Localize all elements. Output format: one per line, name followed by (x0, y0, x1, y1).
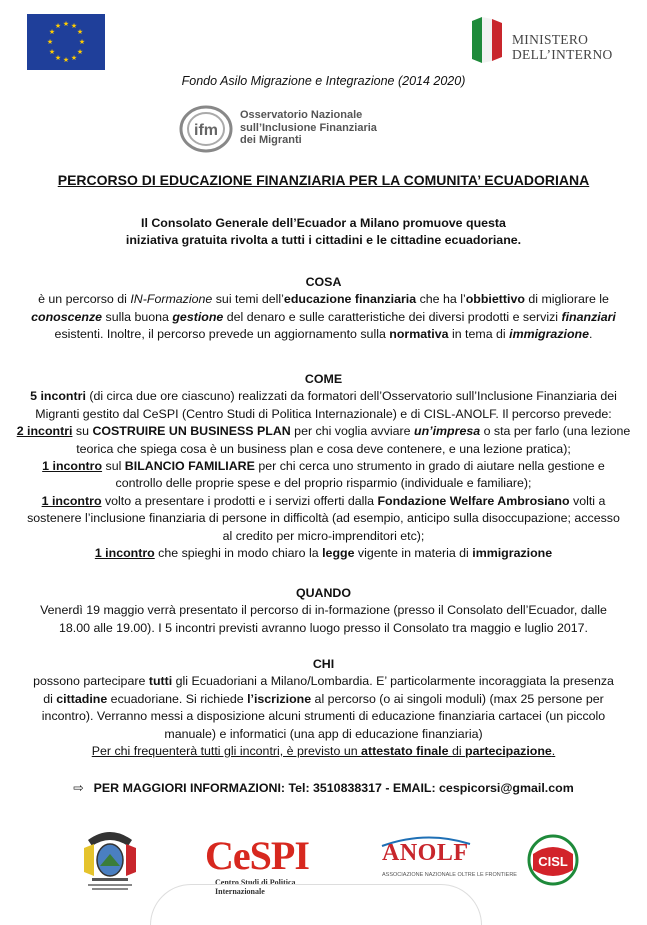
svg-text:★: ★ (70, 54, 78, 62)
cespi-subtitle: Centro Studi di Politica Internazionale (215, 878, 296, 896)
arrow-right-icon: ⇨ (73, 781, 84, 795)
come-line: sostenere l’inclusione finanziaria di persone in difficoltà (ad esempio, anticipo sulla disoccupazione; accesso (27, 511, 620, 526)
promo-line: Il Consolato Generale dell’Ecuador a Milano promuove questa (141, 216, 506, 230)
cosa-line1: è un percorso di IN-Formazione sui temi dell’educazione finanziaria che ha l’obbiettivo di migliorare le (38, 292, 609, 307)
cisl-logo (527, 834, 579, 886)
chi-line: possono partecipare tutti gli Ecuadoriani a Milano/Lombardia. E’ particolarmente incoraggiata la presenza (33, 674, 614, 689)
cespi-logo (205, 833, 320, 896)
observatory-line1: Osservatorio Nazionale (240, 109, 363, 121)
cisl-emblem-icon (527, 834, 579, 886)
observatory-emblem-icon (178, 104, 234, 154)
chi-line: Per chi frequenterà tutti gli incontri, è previsto un attestato finale di partecipazione. (91, 744, 556, 759)
come-line: 5 incontri (di circa due ore ciascuno) realizzati da formatori dell’Osservatorio sull’Inclusione Finanziaria dei (30, 389, 617, 404)
quando-line: Venerdì 19 maggio verrà presentato il percorso di in-formazione (presso il Consolato dell’Ecuador, dalle (40, 603, 607, 618)
chi-line: manuale) e informatici (una app di educazione finanziaria) (164, 726, 483, 741)
cosa-section (14, 274, 633, 344)
come-line: controllo delle proprie spese e del proprio risparmio (individuale e familiare); (115, 476, 532, 491)
svg-text:ifm: ifm (194, 122, 218, 139)
chi-line: di cittadine ecuadoriane. Si richiede l’iscrizione al percorso (o ai singoli moduli) (max 25 persone per (43, 691, 604, 706)
fund-subtitle: Fondo Asilo Migrazione e Integrazione (2014 2020) (181, 74, 466, 88)
anolf-wordmark: ANOLF (382, 840, 469, 866)
quando-line: 18.00 alle 19.00). I 5 incontri previsti avranno luogo presso il Consolato tra maggio e luglio 2017. (59, 620, 588, 635)
chi-heading: CHI (312, 657, 335, 671)
come-line: 1 incontro sul BILANCIO FAMILIARE per chi cerca uno strumento in grado di aiutare nella gestione e (42, 459, 605, 474)
ecuador-coat-of-arms-logo (78, 826, 142, 892)
ministry-line2: DELL’INTERNO (512, 47, 613, 62)
page-decoration (150, 884, 482, 925)
observatory-line2: sull’Inclusione Finanziaria (240, 121, 377, 134)
come-line: al credito per micro-imprenditori etc); (222, 528, 425, 543)
svg-text:★: ★ (54, 22, 62, 30)
coat-of-arms-icon (78, 826, 142, 892)
come-line: teorica che spiega cosa è un business plan e cosa deve contenere, e una lezione pratica); (76, 441, 571, 456)
cisl-wordmark: CISL (538, 854, 568, 869)
svg-text:★: ★ (54, 54, 62, 62)
come-line: 1 incontro volto a presentare i prodotti e i servizi offerti dalla Fondazione Welfare Ambrosiano volti a (41, 493, 606, 508)
cosa-line2: conoscenze sulla buona gestione del denaro e sulle caratteristiche dei diversi prodotti e servizi finanziari (31, 309, 616, 324)
svg-text:★: ★ (70, 22, 78, 30)
quando-heading: QUANDO (295, 586, 352, 600)
eu-flag-logo (27, 14, 105, 70)
come-line: 2 incontri su COSTRUIRE UN BUSINESS PLAN per chi voglia avviare un’impresa o sta per farlo (una lezione (16, 424, 631, 439)
info-line (0, 780, 647, 795)
cosa-heading: COSA (305, 275, 342, 289)
chi-line: incontro). Verranno messi a disposizione alcuni strumenti di educazione finanziaria cartacei (un piccolo (41, 709, 606, 724)
cosa-line3: esistenti. Inoltre, il percorso prevede un aggiornamento sulla normativa in tema di immigrazione. (54, 327, 593, 342)
svg-text:★: ★ (62, 20, 70, 28)
svg-text:★: ★ (46, 38, 54, 46)
observatory-logo (178, 104, 408, 158)
info-text: PER MAGGIORI INFORMAZIONI: Tel: 3510838317 - EMAIL: cespicorsi@gmail.com (93, 781, 574, 795)
page-title: PERCORSO DI EDUCAZIONE FINANZIARIA PER LA COMUNITA’ ECUADORIANA (57, 172, 590, 188)
chi-section (14, 656, 633, 760)
svg-text:★: ★ (78, 38, 86, 46)
observatory-line3: dei Migranti (240, 134, 302, 146)
ministry-line1: MINISTERO (512, 32, 589, 47)
anolf-subtitle: ASSOCIAZIONE NAZIONALE OLTRE LE FRONTIERE (382, 872, 517, 878)
come-line: Migranti gestito dal CeSPI (Centro Studi di Politica Internazionale) e di CISL-ANOLF. Il percorso prevede: (35, 406, 612, 421)
svg-text:★: ★ (48, 28, 56, 36)
come-section (14, 371, 633, 562)
promo-line: iniziativa gratuita rivolta a tutti i cittadini e le cittadine ecuadoriane. (125, 233, 522, 248)
quando-section (14, 585, 633, 637)
come-line: 1 incontro che spieghi in modo chiaro la legge vigente in materia di immigrazione (94, 546, 553, 561)
italian-flag-icon (470, 15, 506, 65)
svg-text:★: ★ (48, 48, 56, 56)
svg-text:★: ★ (62, 56, 70, 64)
promo-paragraph (14, 215, 633, 250)
svg-text:★: ★ (76, 28, 84, 36)
cespi-wordmark: CeSPI (205, 833, 309, 878)
anolf-logo (380, 834, 517, 884)
come-heading: COME (304, 372, 343, 386)
svg-text:★: ★ (76, 48, 84, 56)
ministry-logo (470, 15, 620, 67)
eu-stars-icon (27, 14, 105, 70)
